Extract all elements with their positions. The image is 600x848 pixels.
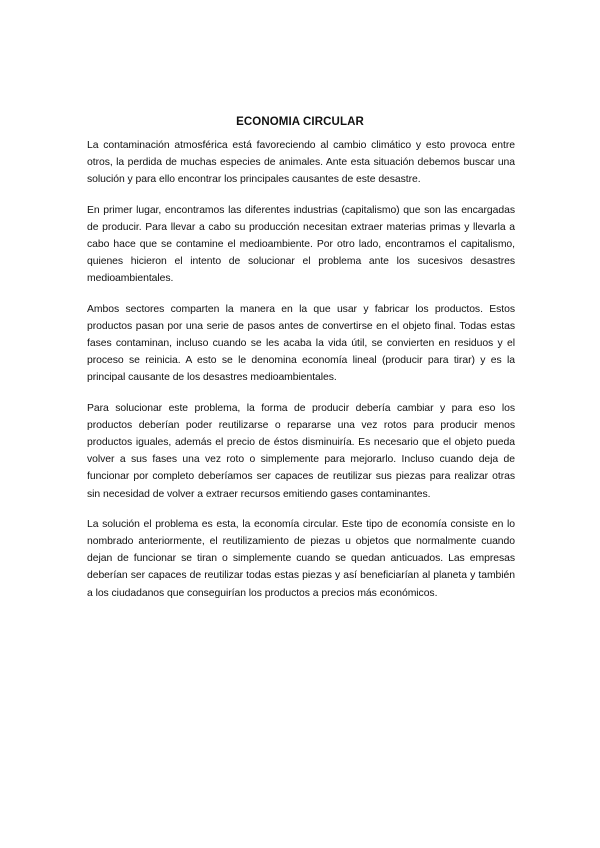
paragraph-3: Ambos sectores comparten la manera en la que usar y fabricar los productos. Estos productos pasan por una serie de pasos antes de convertirse en el objeto final. Todas estas fases contaminan, incluso cuando se les acaba la vida útil, se convierten en residuos y el proceso se reinicia. A esto se le denomina economía lineal (producir para tirar) y es la principal causante de los desastres medioambientales. <box>87 303 515 384</box>
document-body <box>87 137 515 615</box>
paragraph-1: La contaminación atmosférica está favoreciendo al cambio climático y esto provoca entre otros, la perdida de muchas especies de animales. Ante esta situación debemos buscar una solución y para ello encontrar los principales causantes de este desastre. <box>87 140 515 186</box>
paragraph-4: Para solucionar este problema, la forma de producir debería cambiar y para eso los productos deberían poder reutilizarse o repararse una vez rotos para producir menos productos iguales, además el precio de éstos disminuiría. Es necesario que el objeto pueda volver a sus fases una vez roto o simplemente para mejorarlo. Incluso cuando deja de funcionar por completo deberíamos ser capaces de reutilizar sus piezas para realizar otras sin necesidad de volver a extraer recursos emitiendo gases contaminantes. <box>87 402 515 500</box>
paragraph-2: En primer lugar, encontramos las diferentes industrias (capitalismo) que son las encargadas de producir. Para llevar a cabo su producción necesitan extraer materias primas y llevarla a cabo hace que se contamine el medioambiente. Por otro lado, encontramos el capitalismo, quienes hicieron el intento de solucionar el problema ante los sucesivos desastres medioambientales. <box>87 204 515 285</box>
document-title: ECONOMIA CIRCULAR <box>236 116 364 128</box>
paragraph-5: La solución el problema es esta, la economía circular. Este tipo de economía consiste en lo nombrado anteriormente, el reutilizamiento de piezas u objetos que normalmente cuando dejan de funcionar se tiran o simplemente cuando se quedan anticuados. Las empresas deberían ser capaces de reutilizar todas estas piezas y así beneficiarían al planeta y también a los ciudadanos que conseguirían los productos a precios más económicos. <box>87 518 515 599</box>
